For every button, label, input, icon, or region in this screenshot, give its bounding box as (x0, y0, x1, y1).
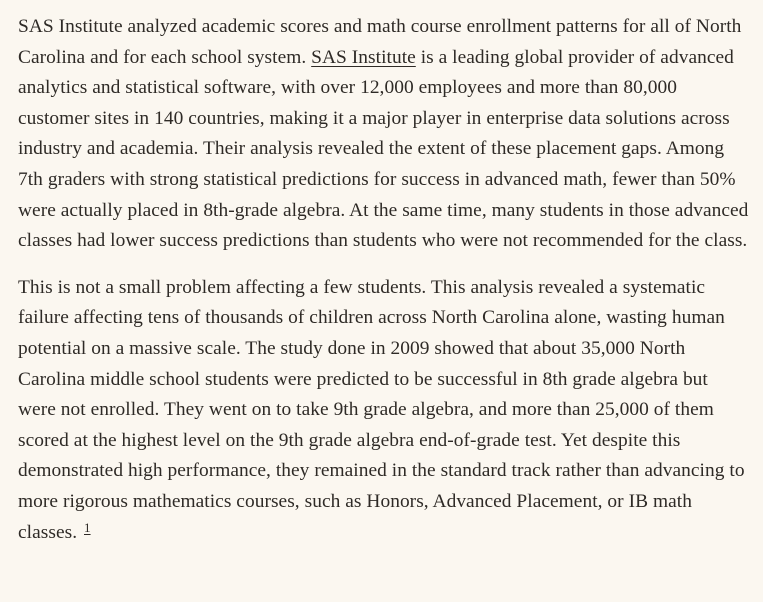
footnote-link[interactable]: 1 (84, 519, 91, 535)
article-body (18, 12, 750, 548)
paragraph-1-body-text: is a leading global provider of advanced analytics and statistical software, with over 12,000 employees and more than 80,000 customer sites in 140 countries, making it a major player in enterprise data solutions across industry and academia. Their analysis revealed the extent of these placement gaps. Among 7th graders with strong statistical predictions for success in advanced math, fewer than 50% were actually placed in 8th-grade algebra. At the same time, many students in those advanced classes had lower success predictions than students who were not recommended for the class. (18, 46, 749, 252)
paragraph-1-lead-text: SAS Institute analyzed academic scores and math course enrollment patterns for all of North Carolina and for each school system. (18, 16, 742, 68)
paragraph-2-body-text: This is not a small problem affecting a few students. This analysis revealed a systematic failure affecting tens of thousands of children across North Carolina alone, wasting human potential on a massive scale. The study done in 2009 showed that about 35,000 North Carolina middle school students were predicted to be successful in 8th grade algebra but were not enrolled. They went on to take 9th grade algebra, and more than 25,000 of them scored at the highest level on the 9th grade algebra end-of-grade test. Yet despite this demonstrated high performance, they remained in the standard track rather than advancing to more rigorous mathematics courses, such as Honors, Advanced Placement, or IB math classes. (18, 276, 745, 543)
sas-institute-link[interactable]: SAS Institute (311, 46, 416, 68)
paragraph-placement-gap (18, 273, 750, 548)
paragraph-sas-analysis (18, 12, 750, 257)
